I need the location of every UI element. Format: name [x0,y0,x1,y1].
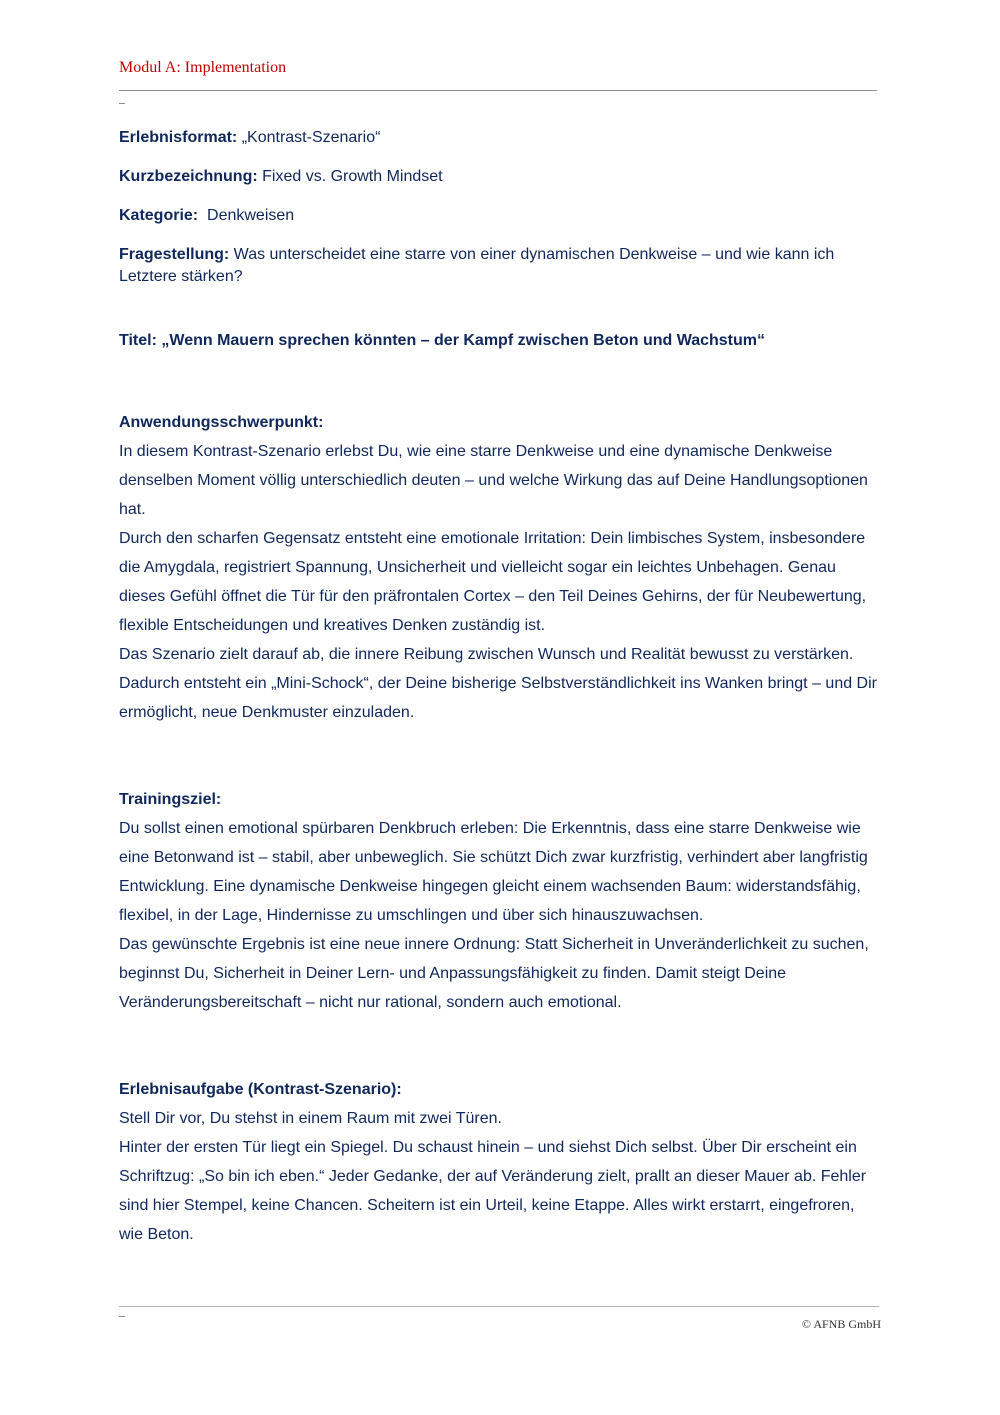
section-paragraph: Stell Dir vor, Du stehst in einem Raum mit zwei Türen. [119,1110,502,1127]
section-application-focus [119,408,881,727]
footer-copyright: © AFNB GmbH [801,1317,881,1331]
meta-question-value: Was unterscheidet eine starre von einer dynamischen Denkweise – und wie kann ich Letztere stärken? [119,246,835,285]
meta-question [119,244,881,288]
section-paragraph: Das gewünschte Ergebnis ist eine neue innere Ordnung: Statt Sicherheit in Unveränderlichkeit zu suchen, beginnst Du, Sicherheit in Deiner Lern- und Anpassungsfähigkeit zu finden. Damit steigt Deine Veränderungsbereitschaft – nicht nur rational, sondern auch emotional. [119,936,869,1011]
header-divider-tick [119,103,125,104]
meta-format [119,127,881,149]
section-heading: Erlebnisaufgabe (Kontrast-Szenario): [119,1081,402,1098]
meta-question-label: Fragestellung: [119,246,230,263]
meta-short-name [119,166,881,188]
meta-short-label: Kurzbezeichnung: [119,168,258,185]
meta-category-value: Denkweisen [198,207,295,224]
document-body [119,127,881,1249]
meta-short-value: Fixed vs. Growth Mindset [257,168,443,185]
footer-divider [119,1306,879,1307]
section-paragraph: Das Szenario zielt darauf ab, die innere Reibung zwischen Wunsch und Realität bewusst zu verstärken. Dadurch entsteht ein „Mini-Schock“, der Deine bisherige Selbstverständlichkeit ins Wanken bringt – und Dir ermöglicht, neue Denkmuster einzuladen. [119,646,877,721]
section-experience-task [119,1075,881,1249]
section-paragraph: Hinter der ersten Tür liegt ein Spiegel. Du schaust hinein – und siehst Dich selbst. Über Dir erscheint ein Schriftzug: „So bin ich eben.“ Jeder Gedanke, der auf Veränderung zielt, prallt an dieser Mauer ab. Fehler sind hier Stempel, keine Chancen. Scheitern ist ein Urteil, keine Etappe. Alles wirkt erstarrt, eingefroren, wie Beton. [119,1139,867,1243]
section-paragraph: Durch den scharfen Gegensatz entsteht eine emotionale Irritation: Dein limbisches System, insbesondere die Amygdala, registriert Spannung, Unsicherheit und vielleicht sogar ein leichtes Unbehagen. Genau dieses Gefühl öffnet die Tür für den präfrontalen Cortex – den Teil Deines Gehirns, der für Neubewertung, flexible Entscheidungen und kreatives Denken zuständig ist. [119,530,867,634]
footer-divider-tick [119,1316,125,1317]
section-training-goal [119,785,881,1017]
section-heading: Trainingsziel: [119,791,222,808]
document-title: Titel: „Wenn Mauern sprechen könnten – der Kampf zwischen Beton und Wachstum“ [119,332,766,349]
meta-category-label: Kategorie: [119,207,199,224]
meta-category [119,205,881,227]
page-header-title: Modul A: Implementation [119,59,287,76]
meta-format-value: „Kontrast-Szenario“ [237,129,381,146]
section-heading: Anwendungsschwerpunkt: [119,414,324,431]
header-divider [119,90,877,91]
section-paragraph: Du sollst einen emotional spürbaren Denkbruch erleben: Die Erkenntnis, dass eine starre Denkweise wie eine Betonwand ist – stabil, aber unbeweglich. Sie schützt Dich zwar kurzfristig, verhindert aber langfristig Entwicklung. Eine dynamische Denkweise hingegen gleicht einem wachsenden Baum: widerstandsfähig, flexibel, in der Lage, Hindernisse zu umschlingen und über sich hinauszuwachsen. [119,820,868,924]
meta-format-label: Erlebnisformat: [119,129,238,146]
section-paragraph: In diesem Kontrast-Szenario erlebst Du, wie eine starre Denkweise und eine dynamische Denkweise denselben Moment völlig unterschiedlich deuten – und welche Wirkung das auf Deine Handlungsoptionen hat. [119,443,868,518]
